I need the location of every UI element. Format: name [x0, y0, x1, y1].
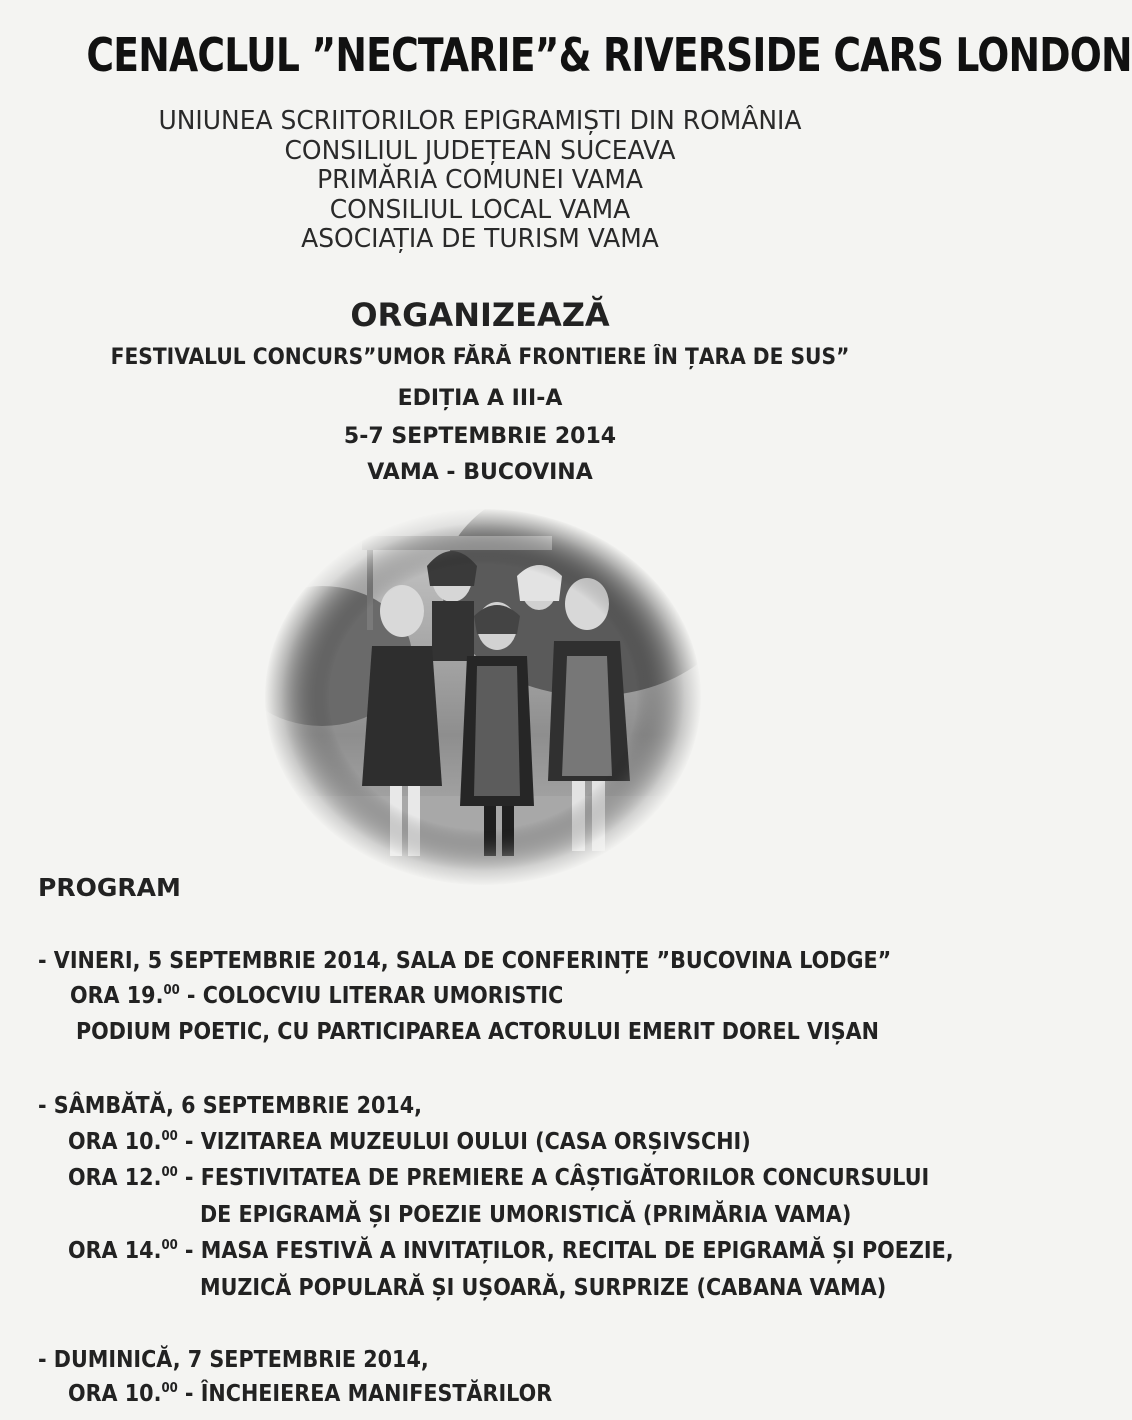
day2-event2	[68, 1165, 929, 1191]
organizer-item: PRIMĂRIA COMUNEI VAMA	[317, 165, 643, 195]
organizer-item: CONSILIUL JUDEȚEAN SUCEAVA	[284, 135, 676, 166]
organizer-item: UNIUNEA SCRIITORILOR EPIGRAMIȘTI DIN ROMÂNIA	[158, 106, 802, 136]
day2-event3-continuation: MUZICĂ POPULARĂ ȘI UȘOARĂ, SURPRIZE (CABANA VAMA)	[200, 1275, 887, 1301]
event-time-minutes: 00	[161, 1165, 178, 1180]
event-description: - MASA FESTIVĂ A INVITAȚILOR, RECITAL DE EPIGRAMĂ ȘI POEZIE,	[177, 1238, 954, 1264]
festival-location: VAMA - BUCOVINA	[367, 460, 593, 485]
event-time-minutes: 00	[161, 1129, 178, 1144]
day3-event1	[68, 1381, 552, 1407]
day1-title: - VINERI, 5 SEPTEMBRIE 2014, SALA DE CONFERINȚE ”BUCOVINA LODGE”	[38, 948, 892, 974]
event-time: ORA 12.	[68, 1165, 162, 1191]
event-time-minutes: 00	[163, 983, 180, 998]
event-time-minutes: 00	[161, 1381, 178, 1396]
organizeaza-heading: ORGANIZEAZĂ	[350, 296, 610, 334]
day2-event1	[68, 1129, 751, 1155]
day1-event1-continuation: PODIUM POETIC, CU PARTICIPAREA ACTORULUI EMERIT DOREL VIȘAN	[76, 1019, 880, 1045]
event-description: - FESTIVITATEA DE PREMIERE A CÂȘTIGĂTORILOR CONCURSULUI	[177, 1165, 930, 1191]
event-time-minutes: 00	[161, 1238, 178, 1253]
organizer-list	[0, 107, 960, 255]
festival-dates: 5-7 SEPTEMBRIE 2014	[343, 424, 617, 449]
day1-event1	[70, 983, 563, 1009]
event-description: - VIZITAREA MUZEULUI OULUI (CASA ORȘIVSCHI)	[177, 1129, 751, 1155]
program-heading: PROGRAM	[38, 873, 181, 902]
day2-event2-continuation: DE EPIGRAMĂ ȘI POEZIE UMORISTICĂ (PRIMĂRIA VAMA)	[200, 1202, 852, 1228]
organizer-item: CONSILIUL LOCAL VAMA	[329, 194, 631, 225]
event-time: ORA 19.	[70, 983, 164, 1009]
event-time: ORA 10.	[68, 1381, 162, 1407]
poster-title: CENACLUL ”NECTARIE”& RIVERSIDE CARS LONDON	[86, 28, 1132, 82]
event-description: - COLOCVIU LITERAR UMORISTIC	[179, 983, 564, 1009]
event-time: ORA 14.	[68, 1238, 162, 1264]
event-description: - ÎNCHEIEREA MANIFESTĂRILOR	[177, 1381, 553, 1407]
group-photo	[262, 506, 704, 888]
day2-title: - SÂMBĂTĂ, 6 SEPTEMBRIE 2014,	[38, 1093, 423, 1119]
day2-event3	[68, 1238, 954, 1264]
event-time: ORA 10.	[68, 1129, 162, 1155]
edition-label: EDIȚIA A III-A	[397, 386, 563, 411]
festival-name: FESTIVALUL CONCURS”UMOR FĂRĂ FRONTIERE ÎN ȚARA DE SUS”	[110, 345, 850, 370]
day3-title: - DUMINICĂ, 7 SEPTEMBRIE 2014,	[38, 1347, 429, 1373]
organizer-item: ASOCIAȚIA DE TURISM VAMA	[301, 224, 659, 254]
